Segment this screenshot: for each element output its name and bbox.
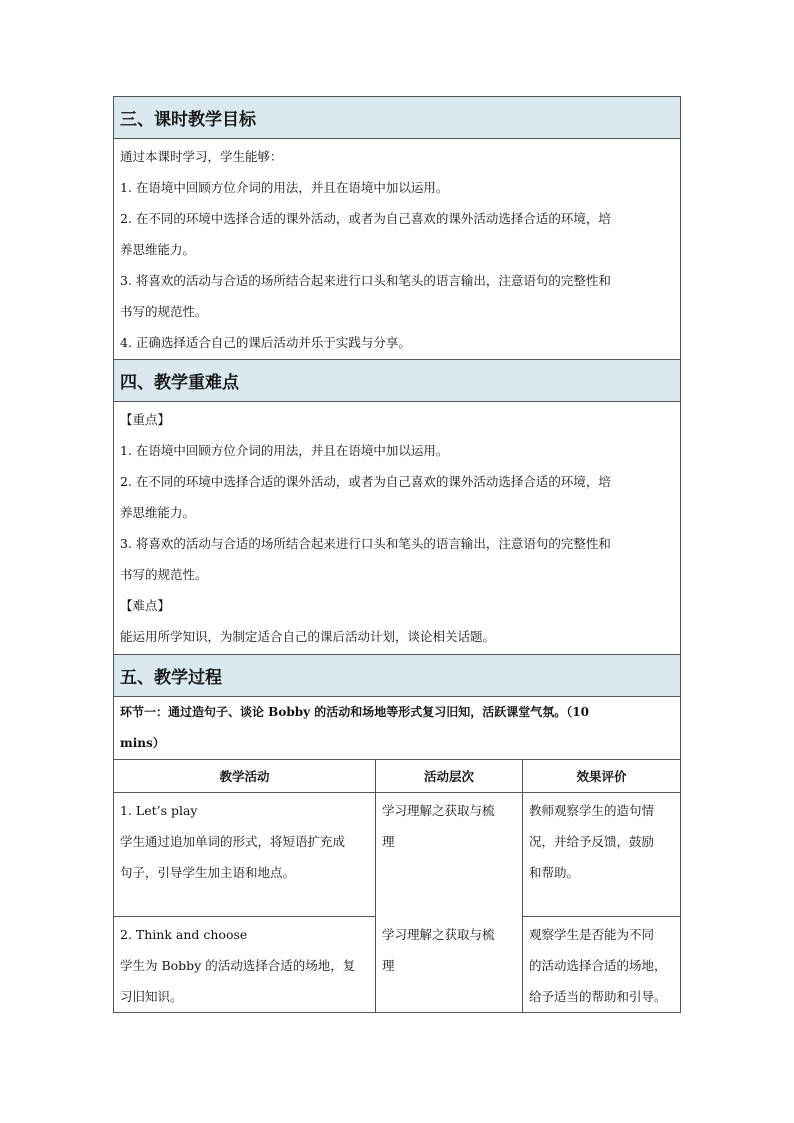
difficult-label: 【难点】 — [120, 598, 171, 613]
teaching-process-section — [113, 654, 681, 1013]
activity-title: 1. Let’s play — [120, 803, 198, 818]
level-text: 理 — [382, 834, 395, 849]
table-header-row — [114, 760, 680, 793]
evaluation-cell — [523, 917, 681, 1013]
stage-line: mins） — [120, 736, 165, 750]
activity-cell — [114, 917, 376, 1013]
objectives-section — [113, 96, 681, 359]
evaluation-text: 和帮助。 — [529, 865, 580, 880]
evaluation-text: 观察学生是否能为不同 — [529, 927, 655, 942]
activity-title: 2. Think and choose — [120, 927, 248, 942]
objective-line: 3. 将喜欢的活动与合适的场所结合起来进行口头和笔头的语言输出，注意语句的完整性和 — [120, 273, 611, 288]
activity-text: 学生为 Bobby 的活动选择合适的场地，复 — [120, 958, 356, 973]
activity-cell — [114, 793, 376, 917]
evaluation-text: 教师观察学生的造句情 — [529, 803, 655, 818]
evaluation-text: 给予适当的帮助和引导。 — [529, 989, 667, 1004]
objectives-heading: 三、课时教学目标 — [114, 97, 680, 139]
activity-text: 习旧知识。 — [120, 989, 183, 1004]
objective-line: 养思维能力。 — [120, 242, 196, 257]
lesson-plan-page — [113, 96, 681, 1013]
objective-line: 书写的规范性。 — [120, 304, 208, 319]
activity-text: 句子，引导学生加主语和地点。 — [120, 865, 296, 880]
key-points-heading: 四、教学重难点 — [114, 360, 680, 402]
level-cell — [376, 917, 523, 1013]
stage-line: 环节一：通过造句子、谈论 Bobby 的活动和场地等形式复习旧知，活跃课堂气氛。（10 — [120, 705, 589, 719]
teaching-process-heading: 五、教学过程 — [114, 655, 680, 697]
evaluation-text: 况，并给予反馈，鼓励 — [529, 834, 655, 849]
key-point-line: 1. 在语境中回顾方位介词的用法，并且在语境中加以运用。 — [120, 443, 449, 458]
key-point-line: 书写的规范性。 — [120, 567, 208, 582]
key-label: 【重点】 — [120, 412, 171, 427]
objective-line: 2. 在不同的环境中选择合适的课外活动，或者为自己喜欢的课外活动选择合适的环境，培 — [120, 211, 611, 226]
level-cell — [376, 793, 523, 917]
evaluation-text: 的活动选择合适的场地， — [529, 958, 667, 973]
objective-line: 1. 在语境中回顾方位介词的用法，并且在语境中加以运用。 — [120, 180, 449, 195]
objectives-intro: 通过本课时学习，学生能够： — [120, 149, 283, 164]
level-text: 理 — [382, 957, 395, 973]
table-row — [114, 793, 680, 917]
activity-text: 学生通过追加单词的形式，将短语扩充成 — [120, 834, 346, 849]
key-point-line: 3. 将喜欢的活动与合适的场所结合起来进行口头和笔头的语言输出，注意语句的完整性和 — [120, 536, 611, 551]
key-points-section — [113, 359, 681, 654]
stage-one-description — [114, 697, 680, 760]
objectives-body — [114, 139, 680, 359]
header-level: 活动层次 — [376, 760, 523, 793]
key-point-line: 2. 在不同的环境中选择合适的课外活动，或者为自己喜欢的课外活动选择合适的环境，培 — [120, 474, 611, 489]
evaluation-cell — [523, 793, 681, 917]
header-evaluation: 效果评价 — [523, 760, 681, 793]
key-points-body — [114, 402, 680, 654]
table-row — [114, 917, 680, 1013]
level-text: 学习理解之获取与梳 — [382, 803, 495, 818]
level-text: 学习理解之获取与梳 — [382, 926, 495, 942]
activity-table — [114, 760, 680, 1012]
difficult-text: 能运用所学知识，为制定适合自己的课后活动计划，谈论相关话题。 — [120, 629, 496, 644]
header-activity: 教学活动 — [114, 760, 376, 793]
key-point-line: 养思维能力。 — [120, 505, 196, 520]
objective-line: 4. 正确选择适合自己的课后活动并乐于实践与分享。 — [120, 335, 411, 350]
